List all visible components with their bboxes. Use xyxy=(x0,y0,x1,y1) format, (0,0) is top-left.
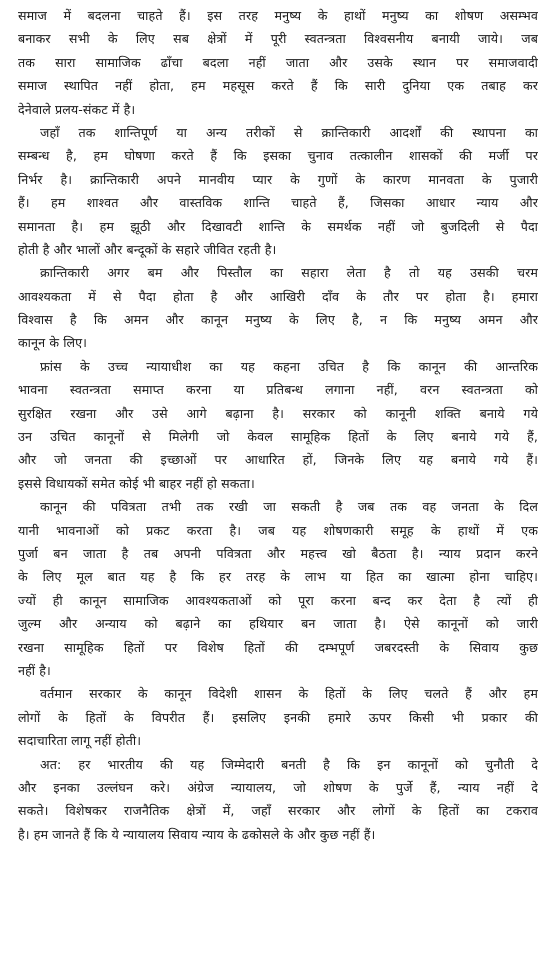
text-line: बनाकर सभी के लिए सब क्षेत्रों में पूरी स्वतन्त्रता विश्वसनीय बनायी जाये। जब xyxy=(18,31,538,47)
text-line: समानता है। हम झूठी और दिखावटी शान्ति के समर्थक नहीं जो बुजदिली से पैदा xyxy=(18,218,538,234)
text-line: और इनका उल्लंघन करे। अंग्रेज न्यायालय, जो शोषण के पुर्जे हैं, न्याय नहीं दे xyxy=(18,779,538,795)
paragraph xyxy=(18,121,538,261)
text-line: उन उचित कानूनों से मिलेगी जो केवल सामूहिक हितों के लिए बनाये गये हैं, xyxy=(18,429,538,445)
text-line: होती है और भालों और बन्दूकों के सहारे जीवित रहती है। xyxy=(18,241,277,257)
text-line: तक सारा सामाजिक ढाँचा बदला नहीं जाता और उसके स्थान पर समाजवादी xyxy=(18,54,538,70)
text-line: और जो जनता की इच्छाओं पर आधारित हों, जिनके लिए यह बनाये गये हैं। xyxy=(18,452,538,468)
text-line: अत: हर भारतीय की यह जिम्मेदारी बनती है कि इन कानूनों को चुनौती दे xyxy=(40,756,538,772)
text-line: समाज में बदलना चाहते हैं। इस तरह मनुष्य के हाथों मनुष्य का शोषण असम्भव xyxy=(18,8,538,23)
text-line: वर्तमान सरकार के कानून विदेशी शासन के हितों के लिए चलते हैं और हम xyxy=(40,686,538,702)
text-line: लोगों के हितों के विपरीत हैं। इसलिए इनकी हमारे ऊपर किसी भी प्रकार की xyxy=(18,709,538,725)
text-line: सदाचारिता लागू नहीं होती। xyxy=(18,733,142,749)
text-line: है। हम जानते हैं कि ये न्यायालय सिवाय न्याय के ढकोसले के और कुछ नहीं हैं। xyxy=(18,826,376,842)
text-line: हैं। हम शाश्वत और वास्तविक शान्ति चाहते हैं, जिसका आधार न्याय और xyxy=(18,195,538,211)
text-line: नहीं है। xyxy=(18,662,51,678)
text-line: कानून के लिए। xyxy=(18,335,88,351)
text-line: विश्वास है कि अमन और कानून मनुष्य के लिए है, न कि मनुष्य अमन और xyxy=(18,312,538,328)
paragraph xyxy=(18,753,538,847)
paragraph xyxy=(18,4,538,121)
text-line: भावना स्वतन्त्रता समाप्त करना या प्रतिबन्ध लगाना नहीं, वरन स्वतन्त्रता को xyxy=(18,382,538,398)
text-line: समाज स्थापित नहीं होता, हम महसूस करते हैं कि सारी दुनिया एक तबाह कर xyxy=(18,78,538,94)
text-line: निर्भर है। क्रान्तिकारी अपने मानवीय प्यार के गुणों के कारण मानवता के पुजारी xyxy=(18,171,538,187)
paragraph xyxy=(18,355,538,495)
text-line: के लिए मूल बात यह है कि हर तरह के लाभ या हित का खात्मा होना चाहिए। xyxy=(18,569,538,585)
paragraph xyxy=(18,261,538,355)
text-line: क्रान्तिकारी अगर बम और पिस्तौल का सहारा लेता है तो यह उसकी चरम xyxy=(40,265,538,281)
text-line: आवश्यकता में से पैदा होता है और आखिरी दाँव के तौर पर होता है। हमारा xyxy=(18,288,538,304)
text-line: रखना सामूहिक हितों पर विशेष हितों की दम्भपूर्ण जबरदस्ती के सिवाय कुछ xyxy=(18,639,538,655)
paragraph xyxy=(18,495,538,682)
text-line: पुर्जा बन जाता है तब अपनी पवित्रता और महत्त्व खो बैठता है। न्याय प्रदान करने xyxy=(18,545,538,561)
text-line: कानून की पवित्रता तभी तक रखी जा सकती है जब तक वह जनता के दिल xyxy=(40,499,538,515)
text-line: सम्बन्ध है, हम घोषणा करते हैं कि इसका चुनाव तत्कालीन शासकों की मर्जी पर xyxy=(18,148,538,164)
text-line: सकते। विशेषकर राजनैतिक क्षेत्रों में, जहाँ सरकार और लोगों के हितों का टकराव xyxy=(18,803,538,819)
text-line: देनेवाले प्रलय-संकट में है। xyxy=(18,101,136,117)
text-line: जुल्म और अन्याय को बढ़ाने का हथियार बन जाता है। ऐसे कानूनों को जारी xyxy=(18,616,538,632)
text-line: इससे विधायकों समेत कोई भी बाहर नहीं हो सकता। xyxy=(18,475,255,491)
text-line: फ्रांस के उच्च न्यायाधीश का यह कहना उचित है कि कानून की आन्तरिक xyxy=(40,358,538,374)
text-line: ज्यों ही कानून सामाजिक आवश्यकताओं को पूरा करना बन्द कर देता है त्यों ही xyxy=(18,592,538,608)
text-line: यानी भावनाओं को प्रकट करता है। जब यह शोषणकारी समूह के हाथों में एक xyxy=(18,522,538,538)
paragraph xyxy=(18,682,538,752)
text-line: जहाँ तक शान्तिपूर्ण या अन्य तरीकों से क्रान्तिकारी आदर्शों की स्थापना का xyxy=(40,124,538,140)
text-line: सुरक्षित रखना और उसे आगे बढ़ाना है। सरकार को कानूनी शक्ति बनाये गये xyxy=(18,405,538,421)
